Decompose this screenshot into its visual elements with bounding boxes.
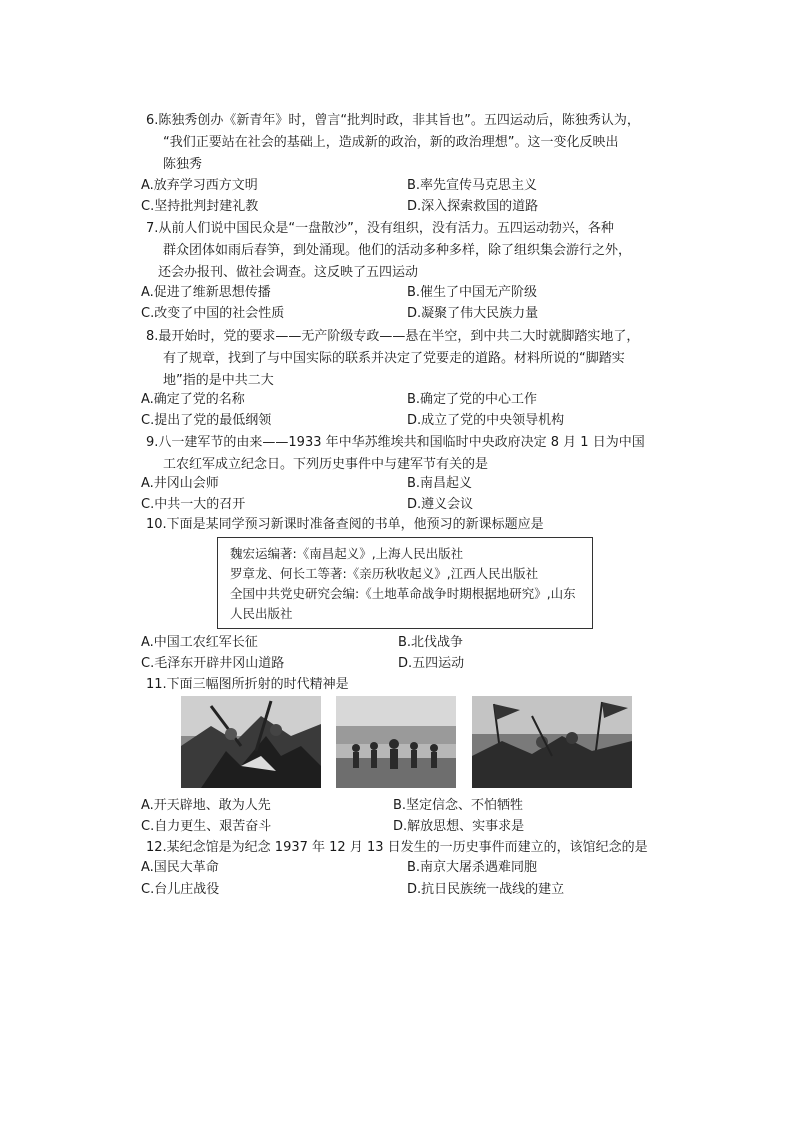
q9-option-b: B.南昌起义 xyxy=(407,476,473,491)
q6-stem-line3: 陈独秀 xyxy=(163,157,203,172)
q9-stem-line1: 9.八一建军节的由来——1933 年中华苏维埃共和国临时中央政府决定 8 月 1 日为中国 xyxy=(146,435,645,450)
q7-option-c: C.改变了中国的社会性质 xyxy=(141,306,285,321)
q8-option-b: B.确定了党的中心工作 xyxy=(407,392,538,407)
q7-stem-line2: 群众团体如雨后春笋，到处涌现。他们的活动多种多样，除了组织集会游行之外， xyxy=(163,243,632,258)
q10-booklist-box xyxy=(217,537,593,629)
booklist-entry: 罗章龙、何长工等著:《亲历秋收起义》,江西人民出版社 xyxy=(230,566,539,581)
q10-option-c: C.毛泽东开辟井冈山道路 xyxy=(141,656,285,671)
q6-option-a: A.放弃学习西方文明 xyxy=(141,178,258,193)
q9-option-a: A.井冈山会师 xyxy=(141,476,219,491)
battle-painting-icon xyxy=(181,696,321,788)
q7-option-b: B.催生了中国无产阶级 xyxy=(407,285,538,300)
q6-option-c: C.坚持批判封建礼教 xyxy=(141,199,259,214)
q8-option-d: D.成立了党的中央领导机构 xyxy=(407,413,565,428)
q8-stem-line3: 地”指的是中共二大 xyxy=(163,373,274,388)
q10-option-d: D.五四运动 xyxy=(398,656,465,671)
q7-option-d: D.凝聚了伟大民族力量 xyxy=(407,306,539,321)
q12-stem-line1: 12.某纪念馆是为纪念 1937 年 12 月 13 日发生的一历史事件而建立的，该馆纪念的是 xyxy=(146,840,648,855)
q8-stem-line1: 8.最开始时，党的要求——无产阶级专政——悬在半空，到中共二大时就脚踏实地了， xyxy=(146,329,640,344)
q8-option-a: A.确定了党的名称 xyxy=(141,392,245,407)
q7-stem-line1: 7.从前人们说中国民众是“一盘散沙”，没有组织，没有活力。五四运动勃兴，各种 xyxy=(146,221,614,236)
q6-stem-line1: 6.陈独秀创办《新青年》时，曾言“批判时政，非其旨也”。五四运动后，陈独秀认为， xyxy=(146,113,640,128)
crowd-painting-icon xyxy=(336,696,456,788)
q11-stem-line1: 11.下面三幅图所折射的时代精神是 xyxy=(146,677,349,692)
q6-stem-line2: “我们正要站在社会的基础上，造成新的政治，新的政治理想”。这一变化反映出 xyxy=(163,135,619,150)
q11-option-c: C.自力更生、艰苦奋斗 xyxy=(141,819,272,834)
q12-option-a: A.国民大革命 xyxy=(141,860,219,875)
q9-stem-line2: 工农红军成立纪念日。下列历史事件中与建军节有关的是 xyxy=(163,457,489,472)
q11-option-b: B.坚定信念、不怕牺牲 xyxy=(393,798,524,813)
q7-option-a: A.促进了维新思想传播 xyxy=(141,285,271,300)
booklist-entry: 全国中共党史研究会编:《土地革命战争时期根据地研究》,山东 xyxy=(230,586,576,601)
booklist-entry: 魏宏运编著:《南昌起义》,上海人民出版社 xyxy=(230,546,464,561)
q10-stem-line1: 10.下面是某同学预习新课时准备查阅的书单，他预习的新课标题应是 xyxy=(146,517,544,532)
q10-option-b: B.北伐战争 xyxy=(398,635,464,650)
q12-option-b: B.南京大屠杀遇难同胞 xyxy=(407,860,538,875)
q8-stem-line2: 有了规章，找到了与中国实际的联系并决定了党要走的道路。材料所说的“脚踏实 xyxy=(163,351,625,366)
q9-option-c: C.中共一大的召开 xyxy=(141,497,246,512)
booklist-entry: 人民出版社 xyxy=(230,606,293,621)
q8-option-c: C.提出了党的最低纲领 xyxy=(141,413,272,428)
q6-option-b: B.率先宣传马克思主义 xyxy=(407,178,538,193)
q9-option-d: D.遵义会议 xyxy=(407,497,474,512)
q11-option-a: A.开天辟地、敢为人先 xyxy=(141,798,271,813)
flag-charge-painting-icon xyxy=(472,696,632,788)
q7-stem-line3: 还会办报刊、做社会调查。这反映了五四运动 xyxy=(158,265,419,280)
q12-option-c: C.台儿庄战役 xyxy=(141,882,220,897)
q6-option-d: D.深入探索救国的道路 xyxy=(407,199,539,214)
q11-option-d: D.解放思想、实事求是 xyxy=(393,819,525,834)
q10-option-a: A.中国工农红军长征 xyxy=(141,635,258,650)
q12-option-d: D.抗日民族统一战线的建立 xyxy=(407,882,565,897)
